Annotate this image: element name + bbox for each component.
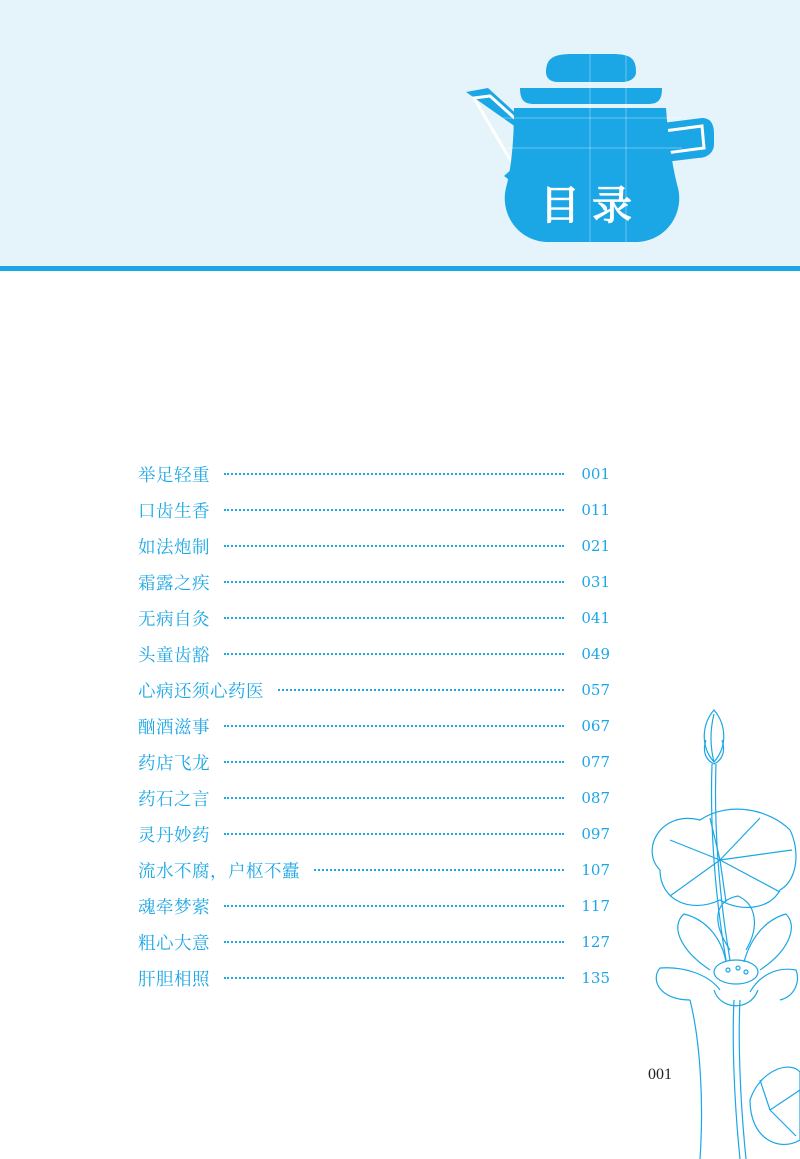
toc-entry[interactable] [138,816,610,852]
toc-entry-page: 031 [581,573,610,591]
dot-leader [224,581,564,583]
toc-entry-title: 药石之言 [138,789,210,810]
dot-leader [224,725,564,727]
dot-leader [224,617,564,619]
toc-entry-page: 011 [581,501,610,519]
toc-entry[interactable] [138,564,610,600]
toc-entry-title: 霜露之疾 [138,573,210,594]
toc-entry[interactable] [138,708,610,744]
dot-leader [224,653,564,655]
lotus-illustration [630,700,800,1159]
toc-entry-title: 举足轻重 [138,465,210,486]
toc-entry[interactable] [138,672,610,708]
toc-entry-page: 107 [581,861,610,879]
toc-entry-page: 057 [581,681,610,699]
toc-entry-title: 如法炮制 [138,537,210,558]
toc-entry-page: 067 [581,717,610,735]
dot-leader [224,545,564,547]
toc-entry-title: 肝胆相照 [138,969,210,990]
toc-entry-page: 117 [581,897,610,915]
page-number: 001 [648,1066,672,1083]
toc-entry-title: 药店飞龙 [138,753,210,774]
toc-entry[interactable] [138,744,610,780]
toc-entry-title: 口齿生香 [138,501,210,522]
toc-entry[interactable] [138,528,610,564]
toc-entry-title: 灵丹妙药 [138,825,210,846]
dot-leader [314,869,564,871]
table-of-contents [138,456,610,996]
toc-entry-page: 049 [581,645,610,663]
toc-entry-page: 087 [581,789,610,807]
toc-entry[interactable] [138,924,610,960]
toc-entry[interactable] [138,960,610,996]
toc-entry-page: 041 [581,609,610,627]
toc-entry[interactable] [138,852,610,888]
toc-entry-title: 酗酒滋事 [138,717,210,738]
dot-leader [224,473,564,475]
dot-leader [224,977,564,979]
toc-entry-page: 001 [581,465,610,483]
toc-entry-title: 头童齿豁 [138,645,210,666]
toc-entry[interactable] [138,780,610,816]
header-divider [0,266,800,271]
toc-entry[interactable] [138,600,610,636]
toc-entry-page: 021 [581,537,610,555]
toc-entry-title: 魂牵梦萦 [138,897,210,918]
dot-leader [224,941,564,943]
dot-leader [224,797,564,799]
dot-leader [224,509,564,511]
toc-entry-title: 心病还须心药医 [138,681,264,702]
toc-entry-page: 077 [581,753,610,771]
page-title: 目录 [540,183,644,229]
dot-leader [224,833,564,835]
toc-entry[interactable] [138,456,610,492]
dot-leader [224,761,564,763]
toc-entry[interactable] [138,888,610,924]
toc-entry[interactable] [138,492,610,528]
toc-entry-page: 135 [581,969,610,987]
dot-leader [224,905,564,907]
toc-entry-page: 097 [581,825,610,843]
toc-entry-title: 粗心大意 [138,933,210,954]
toc-entry-title: 无病自灸 [138,609,210,630]
toc-entry-title: 流水不腐，户枢不蠹 [138,861,300,882]
dot-leader [278,689,564,691]
toc-entry[interactable] [138,636,610,672]
toc-entry-page: 127 [581,933,610,951]
